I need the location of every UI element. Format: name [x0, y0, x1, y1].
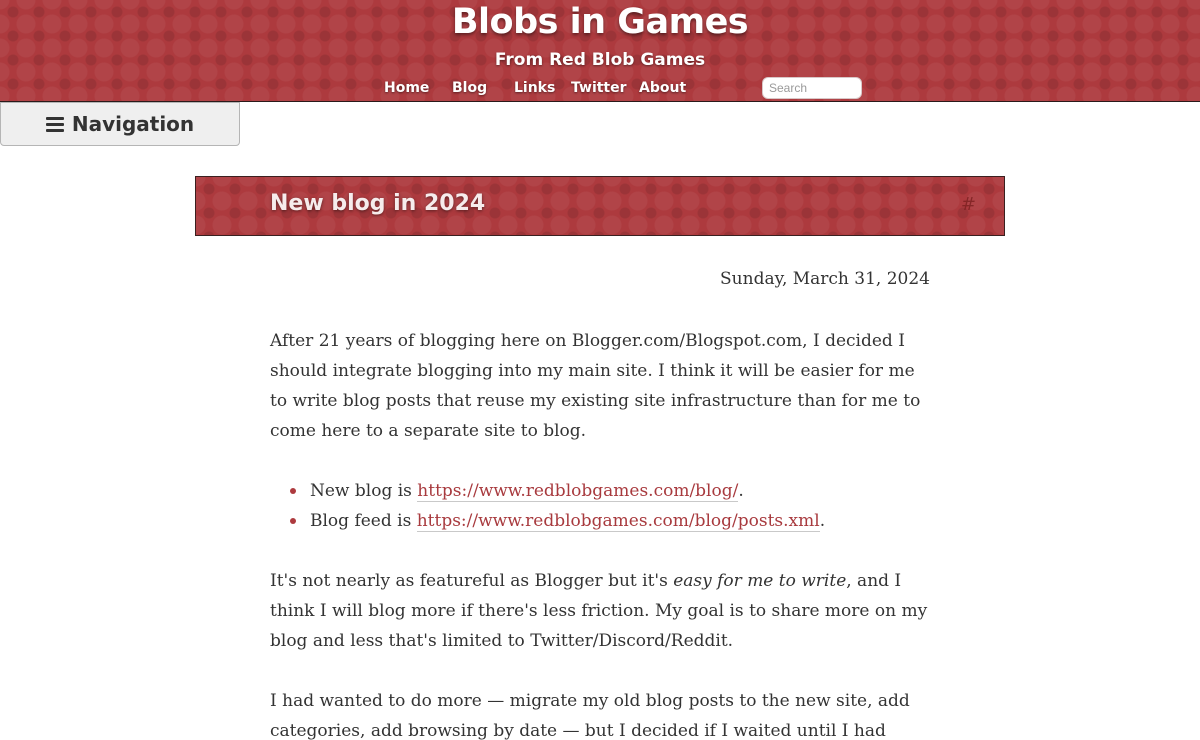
post-date: Sunday, March 31, 2024	[720, 269, 930, 289]
list-item	[310, 506, 935, 536]
post-title: New blog in 2024	[270, 191, 486, 216]
navigation-toggle-button[interactable]	[0, 102, 240, 146]
list-item-prefix: New blog is	[310, 481, 418, 501]
nav-link-about[interactable]: About	[639, 80, 687, 96]
site-title[interactable]: Blobs in Games	[451, 2, 749, 42]
nav-link-links[interactable]: Links	[514, 80, 556, 96]
nav-link-home[interactable]: Home	[384, 80, 430, 96]
site-header	[0, 0, 1200, 102]
permalink-icon[interactable]: #	[960, 194, 976, 215]
paragraph-3-before: It's not nearly as featureful as Blogger but it's	[270, 571, 674, 591]
list-item-suffix: .	[819, 511, 826, 531]
search-input[interactable]	[762, 77, 862, 99]
blog-feed-link[interactable]: https://www.redblobgames.com/blog/posts.xml	[416, 511, 820, 531]
post-body	[270, 326, 935, 740]
post-paragraph-4: I had wanted to do more — migrate my old blog posts to the new site, add categories, add browsing by date — but I decided if I waited until I had	[270, 691, 910, 740]
post-paragraph-1: After 21 years of blogging here on Blogger.com/Blogspot.com, I decided I should integrate blogging into my main site. I think it will be easier for me to write blog posts that reuse my existing site infrastructure than for me to come here to a separate site to blog.	[270, 331, 921, 441]
site-subtitle: From Red Blob Games	[494, 50, 706, 70]
blog-links-list	[270, 476, 935, 536]
post-paragraph-3	[270, 566, 935, 656]
paragraph-3-emphasis: easy for me to write	[673, 571, 847, 591]
paragraph-3-after: , and I think I will blog more if there's less friction. My goal is to share more on my blog and less that's limited to Twitter/Discord/Reddit.	[270, 571, 928, 651]
hamburger-icon	[46, 117, 64, 132]
list-item-prefix: Blog feed is	[310, 511, 417, 531]
list-item-suffix: .	[738, 481, 744, 501]
navigation-button-label: Navigation	[71, 112, 195, 136]
post-title-banner	[195, 176, 1005, 236]
nav-link-blog[interactable]: Blog	[452, 80, 488, 96]
list-item	[310, 476, 935, 506]
nav-link-twitter[interactable]: Twitter	[571, 80, 627, 96]
new-blog-link[interactable]: https://www.redblobgames.com/blog/	[417, 481, 739, 501]
